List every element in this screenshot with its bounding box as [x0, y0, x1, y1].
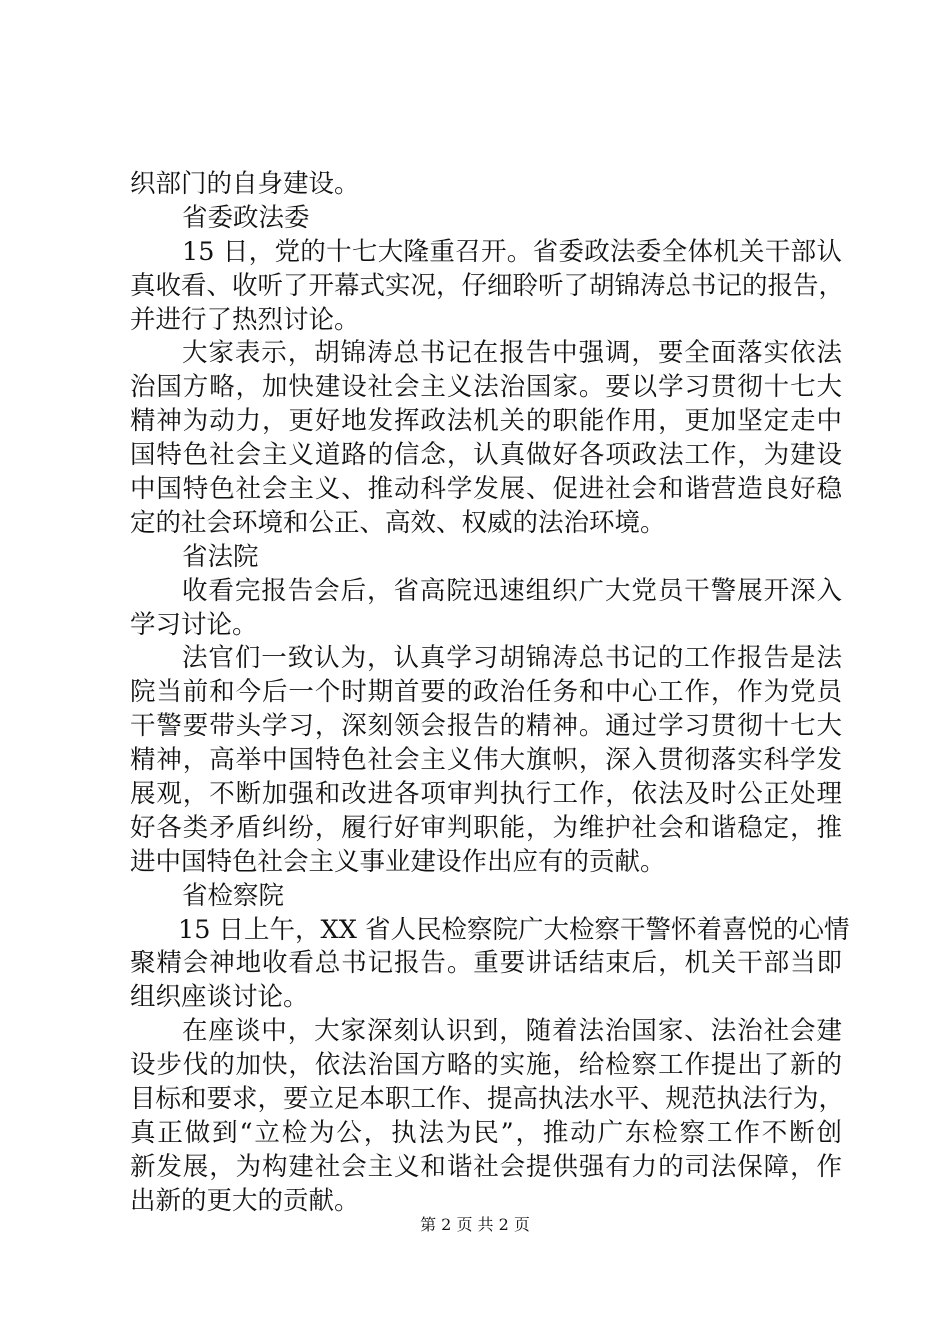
text-line: 干警要带头学习，深刻领会报告的精神。通过学习贯彻十七大 [130, 711, 842, 742]
text-line: 并进行了热烈讨论。 [130, 304, 360, 335]
text-line: 学习讨论。 [130, 609, 258, 640]
text-line: 真正做到“立检为公，执法为民”，推动广东检察工作不断创 [130, 1117, 842, 1148]
text-line: 15 日，党的十七大隆重召开。省委政法委全体机关干部认 [182, 236, 842, 267]
text-line: 定的社会环境和公正、高效、权威的法治环境。 [130, 507, 666, 538]
text-line: 新发展，为构建社会主义和谐社会提供强有力的司法保障，作 [130, 1151, 842, 1182]
text-line: 真收看、收听了开幕式实况，仔细聆听了胡锦涛总书记的报告， [130, 270, 845, 301]
document-body [130, 168, 850, 1219]
text-line: 中国特色社会主义、推动科学发展、促进社会和谐营造良好稳 [130, 474, 842, 505]
text-line: 在座谈中，大家深刻认识到，随着法治国家、法治社会建 [182, 1016, 842, 1047]
text-line: 院当前和今后一个时期首要的政治任务和中心工作，作为党员 [130, 677, 842, 708]
text-line: 设步伐的加快，依法治国方略的实施，给检察工作提出了新的 [130, 1050, 842, 1081]
text-line: 国特色社会主义道路的信念，认真做好各项政法工作，为建设 [130, 440, 842, 471]
text-line: 15 日上午，XX 省人民检察院广大检察干警怀着喜悦的心情 [178, 914, 850, 945]
text-line: 进中国特色社会主义事业建设作出应有的贡献。 [130, 846, 666, 877]
text-line: 织部门的自身建设。 [130, 169, 360, 199]
section-heading: 省检察院 [182, 880, 285, 911]
text-line: 聚精会神地收看总书记报告。重要讲话结束后，机关干部当即 [130, 948, 842, 979]
text-line: 法官们一致认为，认真学习胡锦涛总书记的工作报告是法 [182, 643, 842, 674]
text-line: 精神，高举中国特色社会主义伟大旗帜，深入贯彻落实科学发 [130, 745, 842, 776]
text-line: 目标和要求，要立足本职工作、提高执法水平、规范执法行为， [130, 1084, 845, 1115]
text-line: 展观，不断加强和改进各项审判执行工作，依法及时公正处理 [130, 779, 842, 810]
text-line: 大家表示，胡锦涛总书记在报告中强调，要全面落实依法 [182, 338, 842, 369]
section-heading: 省法院 [182, 541, 259, 572]
page-number-footer: 第 2 页 共 2 页 [420, 1215, 530, 1234]
text-line: 出新的更大的贡献。 [130, 1185, 360, 1216]
text-line: 好各类矛盾纠纷，履行好审判职能，为维护社会和谐稳定，推 [130, 812, 842, 843]
text-line: 治国方略，加快建设社会主义法治国家。要以学习贯彻十七大 [130, 372, 842, 403]
text-line: 精神为动力，更好地发挥政法机关的职能作用，更加坚定走中 [130, 406, 842, 437]
section-heading: 省委政法委 [182, 202, 310, 233]
text-line: 组织座谈讨论。 [130, 982, 309, 1013]
text-line: 收看完报告会后，省高院迅速组织广大党员干警展开深入 [182, 575, 842, 606]
